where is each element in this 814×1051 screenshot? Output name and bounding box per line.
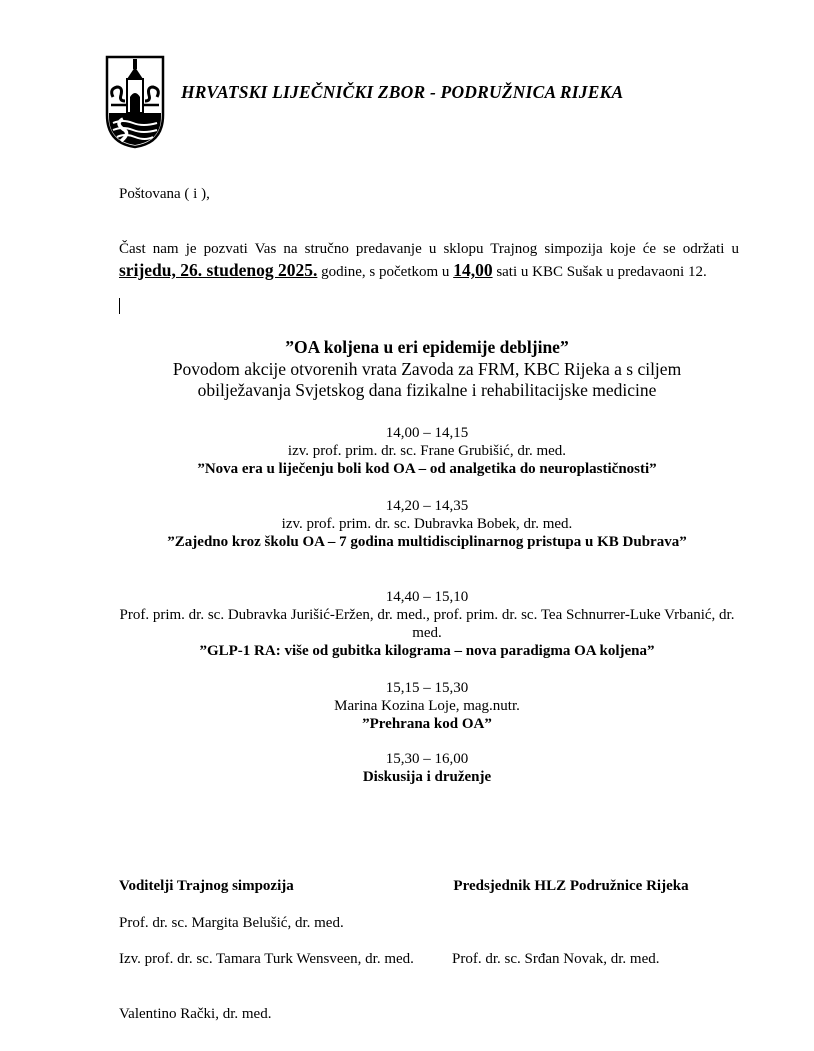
program-speaker: izv. prof. prim. dr. sc. Dubravka Bobek, dr. med. [281, 516, 573, 532]
organization-title: HRVATSKI LIJEČNIČKI ZBOR - PODRUŽNICA RIJEKA [181, 82, 624, 102]
program-item [110, 424, 744, 478]
text-cursor [119, 298, 120, 314]
program-time: 15,30 – 16,00 [385, 751, 469, 767]
president-name: Prof. dr. sc. Srđan Novak, dr. med. [452, 951, 660, 967]
program-item [110, 679, 744, 733]
program-speaker: Marina Kozina Loje, mag.nutr. [334, 698, 520, 714]
organizer-name: Prof. dr. sc. Margita Belušić, dr. med. [119, 915, 344, 931]
greeting: Poštovana ( i ), [119, 186, 210, 202]
subtitle-line: Povodom akcije otvorenih vrata Zavoda za FRM, KBC Rijeka a s ciljem [172, 359, 682, 379]
organizer-name: Izv. prof. dr. sc. Tamara Turk Wensveen, dr. med. [119, 951, 414, 967]
intro-text: Čast nam je pozvati Vas na stručno predavanje u sklopu Trajnog simpozija koje će se održati u [119, 241, 739, 257]
program-item [110, 750, 744, 786]
subtitle-line: obilježavanja Svjetskog dana fizikalne i rehabilitacijske medicine [197, 380, 657, 400]
event-subtitle [110, 359, 744, 401]
program-talk-title: ”Nova era u liječenju boli kod OA – od analgetika do neuroplastičnosti” [197, 461, 657, 477]
intro-text: sati u KBC Sušak u predavaoni 12. [492, 264, 707, 280]
event-title: ”OA koljena u eri epidemije debljine” [285, 337, 569, 357]
program-speaker: Prof. prim. dr. sc. Dubravka Jurišić-Eržen, dr. med., prof. prim. dr. sc. Tea Schnurrer-Luke Vrbanić, dr. med. [119, 607, 735, 641]
organizer-name: Valentino Rački, dr. med. [119, 1006, 272, 1022]
organizers-heading: Voditelji Trajnog simpozija [119, 878, 294, 894]
organization-logo [103, 53, 167, 149]
intro-text: godine, s početkom u [317, 264, 454, 280]
rijeka-crest-icon [103, 53, 167, 149]
invitation-paragraph [119, 239, 739, 283]
program-time: 14,40 – 15,10 [385, 589, 469, 605]
program-time: 14,20 – 14,35 [385, 498, 469, 514]
event-start-time: 14,00 [453, 260, 493, 280]
program-item [118, 588, 736, 660]
program-speaker: izv. prof. prim. dr. sc. Frane Grubišić, dr. med. [287, 443, 567, 459]
program-talk-title: ”Prehrana kod OA” [362, 716, 492, 732]
program-time: 15,15 – 15,30 [385, 680, 469, 696]
program-talk-title: Diskusija i druženje [362, 769, 492, 785]
program-talk-title: ”GLP-1 RA: više od gubitka kilograma – nova paradigma OA koljena” [199, 643, 655, 659]
program-item [132, 497, 722, 551]
program-time: 14,00 – 14,15 [385, 425, 469, 441]
president-heading: Predsjednik HLZ Podružnice Rijeka [453, 878, 689, 894]
event-date: srijedu, 26. studenog 2025. [119, 260, 318, 280]
program-talk-title: ”Zajedno kroz školu OA – 7 godina multidisciplinarnog pristupa u KB Dubrava” [167, 534, 687, 550]
